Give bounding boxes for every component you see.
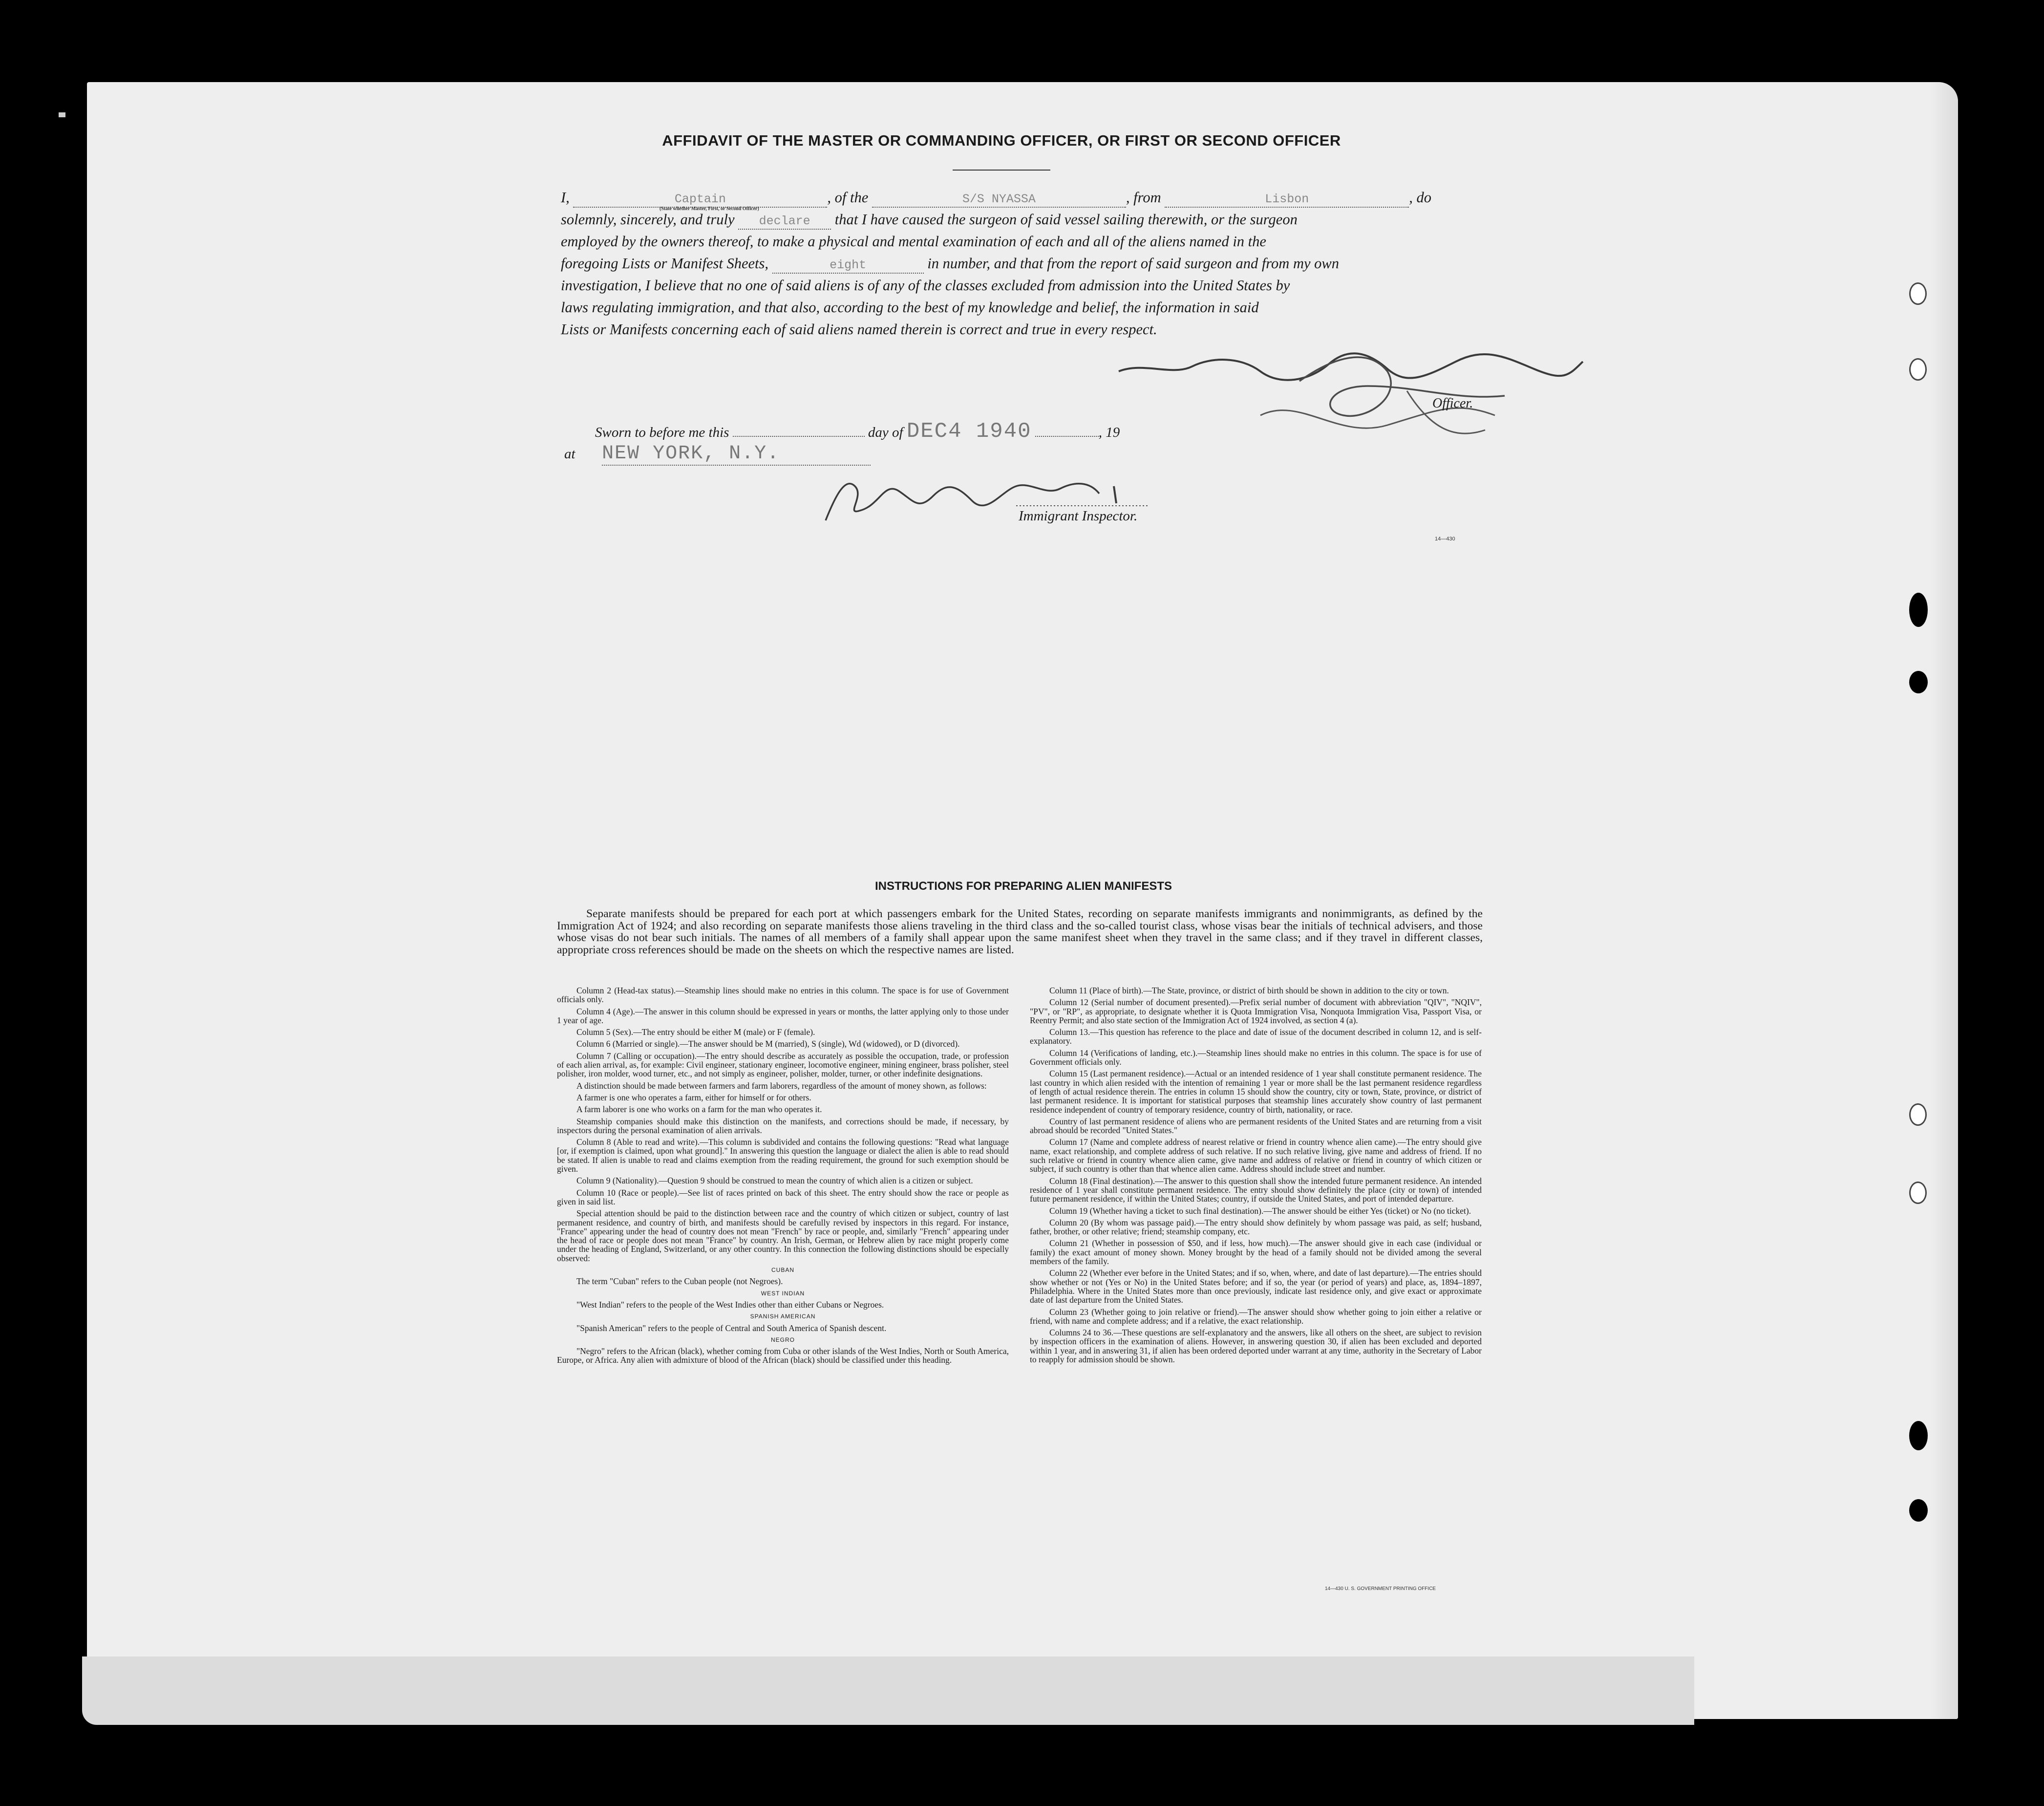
instruction-paragraph: Column 11 (Place of birth).—The State, province, or district of birth should be shown in addition to the city or town. bbox=[1049, 986, 1449, 995]
sworn-text: Sworn to before me this bbox=[595, 425, 729, 440]
instructions-intro: Separate manifests should be prepared for each port at which passengers embark for the United States, recording on separate manifests immigrants and nonimmigrants, as defined by the Immigration Act of 1924; and also recording on separate manifests those aliens traveling in the third class and the so-called tourist class, whose visas bear the initials of technical advisers, and those whose visas do not bear such initials. The names of all members of a family shall appear upon the same manifest sheet when they travel in the same class; and if they travel in different classes, appropriate cross references should be made on the sheets on which the respective names are listed. bbox=[557, 907, 1483, 956]
instruction-paragraph: "West Indian" refers to the people of the West Indies other than either Cubans or Negroes. bbox=[576, 1299, 884, 1310]
instruction-paragraph: A distinction should be made between farmers and farm laborers, regardless of the amount of money shown, as follows: bbox=[576, 1080, 987, 1091]
inspector-label: Immigrant Inspector. bbox=[1019, 508, 1138, 524]
instruction-paragraph: Columns 24 to 36.—These questions are self-explanatory and the answers, like all others on the sheet, are subject to revision by inspection officers in the examination of aliens. However, in answering question 30, if alien has been excluded and deported within 1 year, and in answering 31, if alien has been ordered deported under warrant at any time, authority in the Secretary of Labor to reapply for admission should be shown. bbox=[1030, 1328, 1482, 1364]
binder-hole bbox=[1909, 1499, 1928, 1522]
instruction-paragraph: Column 2 (Head-tax status).—Steamship lines should make no entries in this column. The space is for use of Government officials only. bbox=[557, 986, 1009, 1005]
officer-label: Officer. bbox=[1432, 396, 1473, 411]
affidavit-text: , of the bbox=[827, 189, 869, 206]
instruction-paragraph: Column 13.—This question has reference to the place and date of issue of the document described in column 12, and is self-explanatory. bbox=[1030, 1027, 1482, 1046]
affidavit-line: laws regulating immigration, and that also, according to the best of my knowledge and belief, the information in said bbox=[561, 299, 1259, 316]
form-code: 14—430 bbox=[1435, 536, 1455, 542]
affidavit-text: solemnly, sincerely, and truly bbox=[561, 211, 735, 228]
at-text: at bbox=[564, 446, 575, 462]
affidavit-line bbox=[561, 187, 1489, 209]
instruction-paragraph: Column 5 (Sex).—The entry should be either M (male) or F (female). bbox=[576, 1027, 815, 1037]
instruction-paragraph: A farm laborer is one who works on a farm for the man who operates it. bbox=[576, 1104, 822, 1115]
binder-hole bbox=[1909, 1421, 1928, 1450]
instruction-paragraph: The term "Cuban" refers to the Cuban people (not Negroes). bbox=[576, 1276, 783, 1287]
affidavit-line bbox=[561, 253, 1489, 275]
at-line bbox=[564, 443, 871, 466]
instruction-paragraph: Column 22 (Whether ever before in the United States; and if so, when, where, and date of last departure).—The entries should show whether or not (Yes or No) in the United States before; and if so, the year (or period of years) and place, as, 1894–1897, Philadelphia. Where in the United States more than once previously, indicate last residence only, and give exact or approximate date of last departure from the United States. bbox=[1030, 1268, 1482, 1305]
instruction-paragraph: Column 10 (Race or people).—See list of races printed on back of this sheet. The entry should show the race or people as given in said list. bbox=[557, 1187, 1009, 1206]
year-prefix: , 19 bbox=[1098, 425, 1120, 440]
printing-office-footer: 14—430 U. S. GOVERNMENT PRINTING OFFICE bbox=[1325, 1586, 1436, 1591]
affidavit-text: in number, and that from the report of said surgeon and from my own bbox=[927, 255, 1339, 272]
instruction-paragraph: Column 12 (Serial number of document presented).—Prefix serial number of document with abbreviation "QIV", "NQIV", "PV", or "RP", as appropriate, to designate whether it is Quota Immigration Visa, Nonquota Immigration Visa, Passport Visa, or Reentry Permit; and also state section of the Immigration Act of 1924 involved, as section 4 (a). bbox=[1030, 997, 1482, 1025]
subheading-negro: NEGRO bbox=[770, 1336, 795, 1343]
instruction-paragraph: Column 20 (By whom was passage paid).—The entry should show definitely by whom passage was paid, as self; husband, father, brother, or other relative; friend; steamship company, etc. bbox=[1030, 1217, 1482, 1237]
sworn-line bbox=[595, 419, 1120, 444]
instruction-paragraph: Steamship companies should make this distinction on the manifests, and corrections should be made, if necessary, by inspectors during the personal examination of alien arrivals. bbox=[557, 1116, 1009, 1135]
binder-hole bbox=[1909, 671, 1928, 693]
instruction-paragraph: Column 6 (Married or single).—The answer should be M (married), S (single), Wd (widowed), or D (divorced). bbox=[576, 1039, 960, 1049]
affidavit-line: employed by the owners thereof, to make a physical and mental examination of each and all of the aliens named in the bbox=[561, 233, 1266, 250]
instructions-left-column bbox=[557, 986, 1009, 1368]
instruction-paragraph: Column 4 (Age).—The answer in this column should be expressed in years or months, the latter applying only to those under 1 year of age. bbox=[557, 1006, 1009, 1025]
sheet-count-field: eight bbox=[772, 258, 924, 274]
day-of-text: day of bbox=[868, 425, 903, 440]
affidavit-line bbox=[561, 209, 1489, 231]
place-stamp: NEW YORK, N.Y. bbox=[602, 443, 871, 466]
subheading-west-indian: WEST INDIAN bbox=[761, 1290, 805, 1297]
date-stamp: DEC4 1940 bbox=[906, 419, 1032, 444]
rank-field: Captain bbox=[573, 192, 827, 208]
binder-hole bbox=[1909, 358, 1927, 381]
sworn-day-field bbox=[733, 426, 865, 437]
instruction-paragraph: Column 14 (Verifications of landing, etc.).—Steamship lines should make no entries in this column. The space is for use of Government officials only. bbox=[1030, 1048, 1482, 1067]
affidavit-text: , do bbox=[1409, 189, 1432, 206]
binder-hole bbox=[1909, 1103, 1927, 1126]
affidavit-text: foregoing Lists or Manifest Sheets, bbox=[561, 255, 769, 272]
affidavit-text: I, bbox=[561, 189, 570, 206]
instruction-paragraph: Column 8 (Able to read and write).—This column is subdivided and contains the following questions: "Read what language [or, if exemption is claimed, upon what ground]." In answering this question the language or dialect the alien is able to read should be stated. If alien is unable to read and claims exemption from the reading requirement, the ground for such exemption should be given. bbox=[557, 1137, 1009, 1174]
instruction-paragraph: Country of last permanent residence of aliens who are permanent residents of the United States and are returning from a visit abroad should be recorded "United States." bbox=[1030, 1116, 1482, 1136]
binder-hole bbox=[1909, 282, 1927, 305]
affidavit-text: that I have caused the surgeon of said vessel sailing therewith, or the surgeon bbox=[834, 211, 1298, 228]
instruction-paragraph: Column 21 (Whether in possession of $50, and if less, how much).—The answer should give in each case (individual or family) the exact amount of money shown. Money brought by the head of a family should not be divided among the several members of the family. bbox=[1030, 1238, 1482, 1267]
title-rule bbox=[953, 170, 1050, 171]
instruction-paragraph: Column 15 (Last permanent residence).—Actual or an intended residence of 1 year shall constitute permanent residence. The last country in which alien resided with the intention of remaining 1 year or more shall be the last permanent residence regardless of length of actual residence therein. The entries in column 15 should show the country, city or town, State, province, or district of last permanent residence. It is important for statistical purposes that steamship lines accurately show country of last permanent residence independent of country of temporary residence, country of birth, nationality, or race. bbox=[1030, 1069, 1482, 1115]
instruction-paragraph: "Spanish American" refers to the people of Central and South America of Spanish descent. bbox=[576, 1323, 887, 1333]
instruction-paragraph: Column 7 (Calling or occupation).—The entry should describe as accurately as possible the occupation, trade, or profession of each alien arrival, as, for example: Civil engineer, stationary engineer, locomotive engineer, mining engineer, brass polisher, steel polisher, iron molder, wood turner, etc., and not simply as engineer, polisher, molder, turner, or other indefinite designations. bbox=[557, 1051, 1009, 1079]
page-edge bbox=[1930, 82, 1958, 1719]
declaration-field: declare bbox=[738, 214, 831, 230]
subheading-cuban: CUBAN bbox=[771, 1267, 794, 1274]
scanner-mark bbox=[59, 112, 65, 117]
affidavit-text: , from bbox=[1126, 189, 1161, 206]
instruction-paragraph: A farmer is one who operates a farm, either for himself or for others. bbox=[576, 1092, 811, 1102]
binder-hole bbox=[1909, 1182, 1927, 1204]
affidavit-title: AFFIDAVIT OF THE MASTER OR COMMANDING OFFICER, OR FIRST OR SECOND OFFICER bbox=[662, 132, 1341, 149]
rank-note: (State whether Master, First, or Second Officer) bbox=[660, 206, 759, 212]
port-field: Lisbon bbox=[1165, 192, 1409, 208]
instruction-paragraph: "Negro" refers to the African (black), whether coming from Cuba or other islands of the West Indies, North or South America, Europe, or Africa. Any alien with admixture of blood of the African (black) should be classified under this heading. bbox=[557, 1346, 1009, 1365]
affidavit-line: Lists or Manifests concerning each of said aliens named therein is correct and true in every respect. bbox=[561, 321, 1157, 338]
instruction-paragraph: Special attention should be paid to the distinction between race and the country of which citizen or subject, country of last permanent residence, and country of birth, and manifests should be carefully revised by inspectors in this regard. For instance, "France" appearing under the head of country does not mean "French" by race or people, and, similarly "French" appearing under the head of race or people does not mean "France" by country. An Irish, German, or Hebrew alien by race might properly come under the heading of England, Switzerland, or any other country. In this connection the following distinctions should be especially observed: bbox=[557, 1208, 1009, 1263]
page-underlay bbox=[82, 1656, 1694, 1725]
instruction-paragraph: Column 17 (Name and complete address of nearest relative or friend in country whence alien came).—The entry should give name, exact relationship, and complete address of such relative. If no such relative living, give name and address of friend. If no such relative or friend in country whence alien came, give name and address of relative or friend in country of which citizen or subject, if such country is other than that whence alien came. Address should include street and number. bbox=[1030, 1137, 1482, 1174]
binder-hole bbox=[1909, 593, 1928, 627]
subheading-spanish-american: SPANISH AMERICAN bbox=[750, 1313, 816, 1320]
instructions-title: INSTRUCTIONS FOR PREPARING ALIEN MANIFESTS bbox=[874, 880, 1172, 893]
vessel-field: S/S NYASSA bbox=[872, 192, 1126, 208]
instructions-right-column bbox=[1030, 986, 1482, 1367]
instruction-paragraph: Column 18 (Final destination).—The answer to this question shall show the intended future permanent residence. An intended residence of 1 year shall constitute permanent residence. The entry should show definitely the place (city or town) of intended future permanent residence, if within the United States; country, if outside the United States, and port of intended departure. bbox=[1030, 1176, 1482, 1204]
instruction-paragraph: Column 19 (Whether having a ticket to such final destination).—The answer should be either Yes (ticket) or No (no ticket). bbox=[1049, 1205, 1471, 1216]
officer-signature bbox=[1114, 342, 1593, 445]
instruction-paragraph: Column 23 (Whether going to join relative or friend).—The answer should show whether going to join either a relative or friend, with name and complete address; and if a relative, the exact relationship. bbox=[1030, 1307, 1482, 1326]
affidavit-line: investigation, I believe that no one of said aliens is of any of the classes excluded from admission into the United States by bbox=[561, 277, 1290, 294]
instruction-paragraph: Column 9 (Nationality).—Question 9 should be construed to mean the country of which alien is a citizen or subject. bbox=[576, 1176, 973, 1186]
year-field bbox=[1035, 426, 1099, 437]
